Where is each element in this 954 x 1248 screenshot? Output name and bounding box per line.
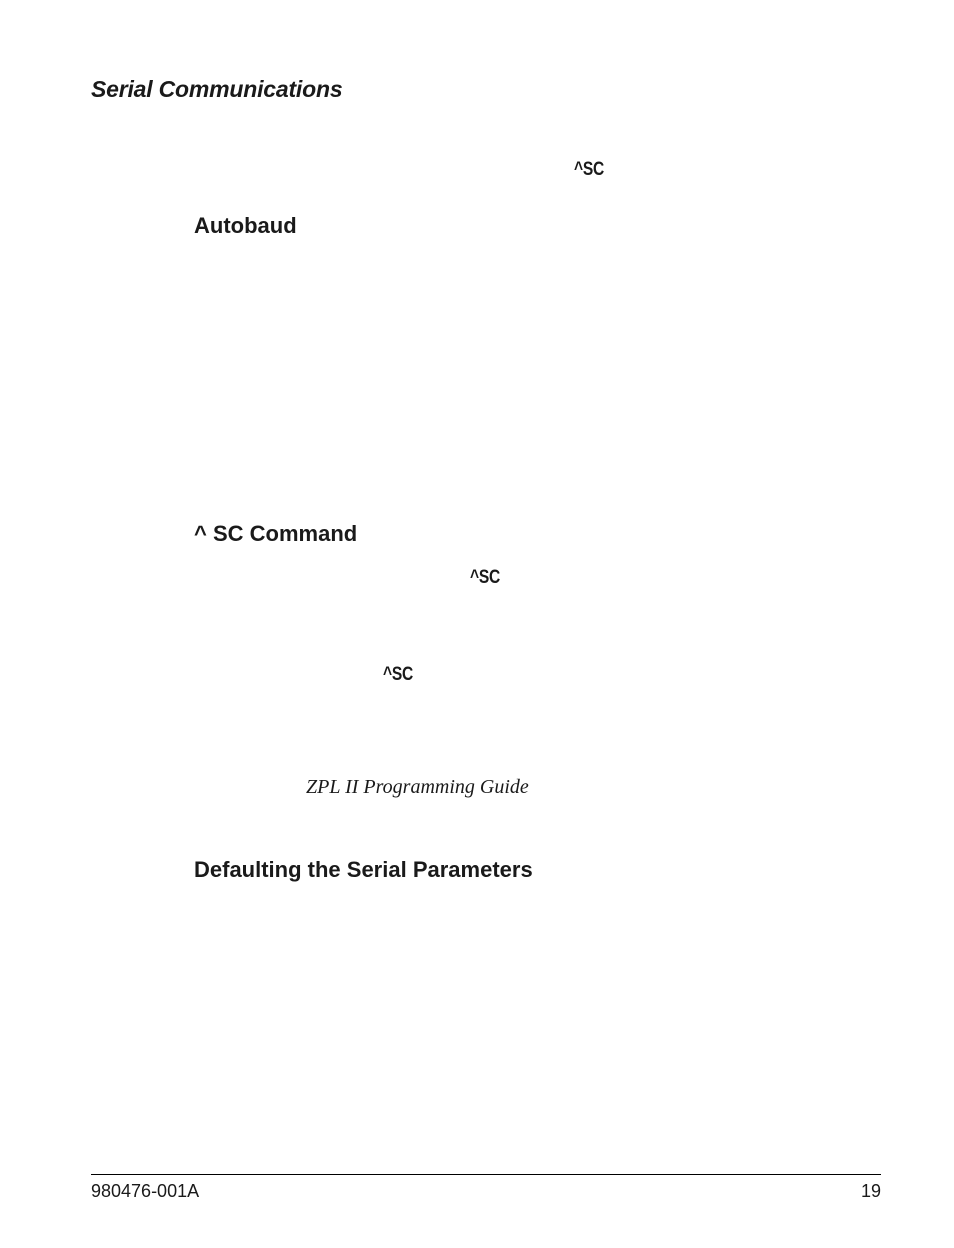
- command-reference: ^SC: [383, 664, 414, 685]
- document-number: 980476-001A: [91, 1181, 200, 1201]
- book-title-reference: ZPL II Programming Guide: [306, 776, 529, 798]
- footer-divider: [91, 1174, 881, 1175]
- command-reference: ^SC: [574, 159, 605, 180]
- section-heading-sc-command: ^ SC Command: [194, 521, 358, 546]
- page-number: 19: [860, 1181, 881, 1201]
- running-title: Serial Communications: [91, 76, 343, 102]
- section-heading-autobaud: Autobaud: [194, 213, 297, 238]
- command-reference: ^SC: [470, 567, 501, 588]
- section-heading-defaulting: Defaulting the Serial Parameters: [194, 857, 533, 882]
